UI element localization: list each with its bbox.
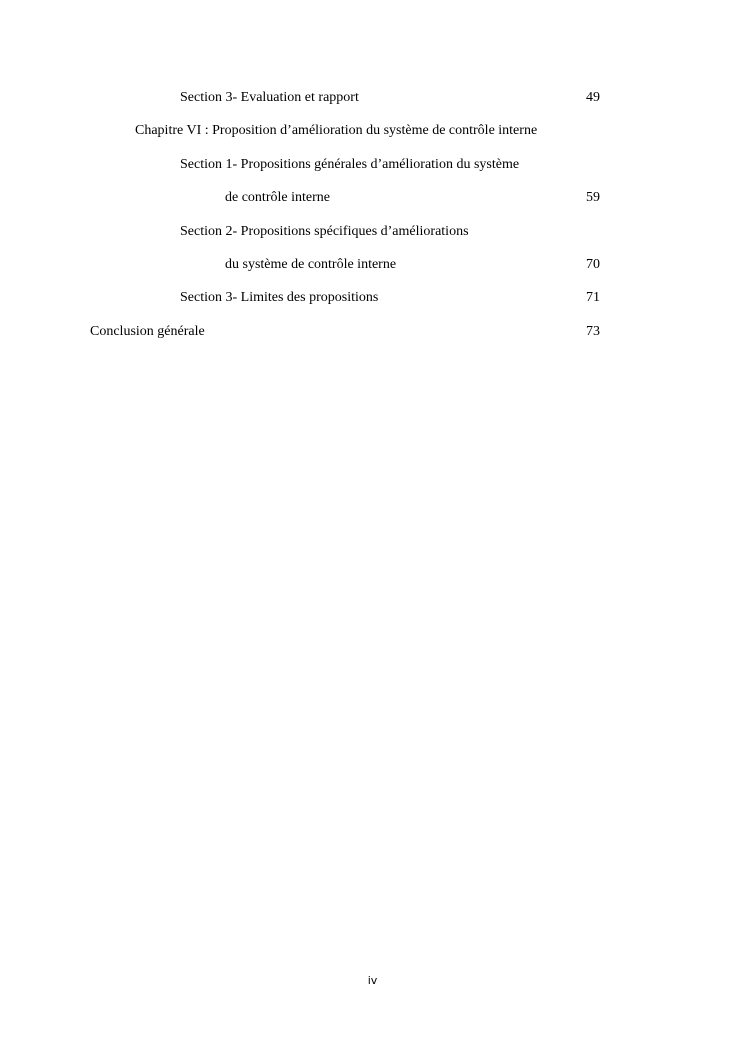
toc-entry-section-1-propositions-generales: Section 1- Propositions générales d’amélioration du système [180,157,520,172]
toc-entry-section-3-evaluation: Section 3- Evaluation et rapport [180,90,359,105]
toc-page-number: 70 [586,257,600,272]
toc-entry-section-2-propositions-specifiques: Section 2- Propositions spécifiques d’améliorations [180,224,469,239]
toc-page-number: 73 [586,324,600,339]
toc-entry-chapitre-vi: Chapitre VI : Proposition d’amélioration du système de contrôle interne [135,123,538,138]
toc-entry-section-1-continuation: de contrôle interne [225,190,330,205]
toc-entry-section-3-limites: Section 3- Limites des propositions [180,290,379,305]
toc-entry-conclusion-generale: Conclusion générale [90,324,205,339]
toc-entry-section-2-continuation: du système de contrôle interne [225,257,397,272]
toc-page-number: 59 [586,190,600,205]
footer-page-number: iv [367,974,378,987]
toc-page-number: 71 [586,290,600,305]
toc-page-number: 49 [586,90,600,105]
